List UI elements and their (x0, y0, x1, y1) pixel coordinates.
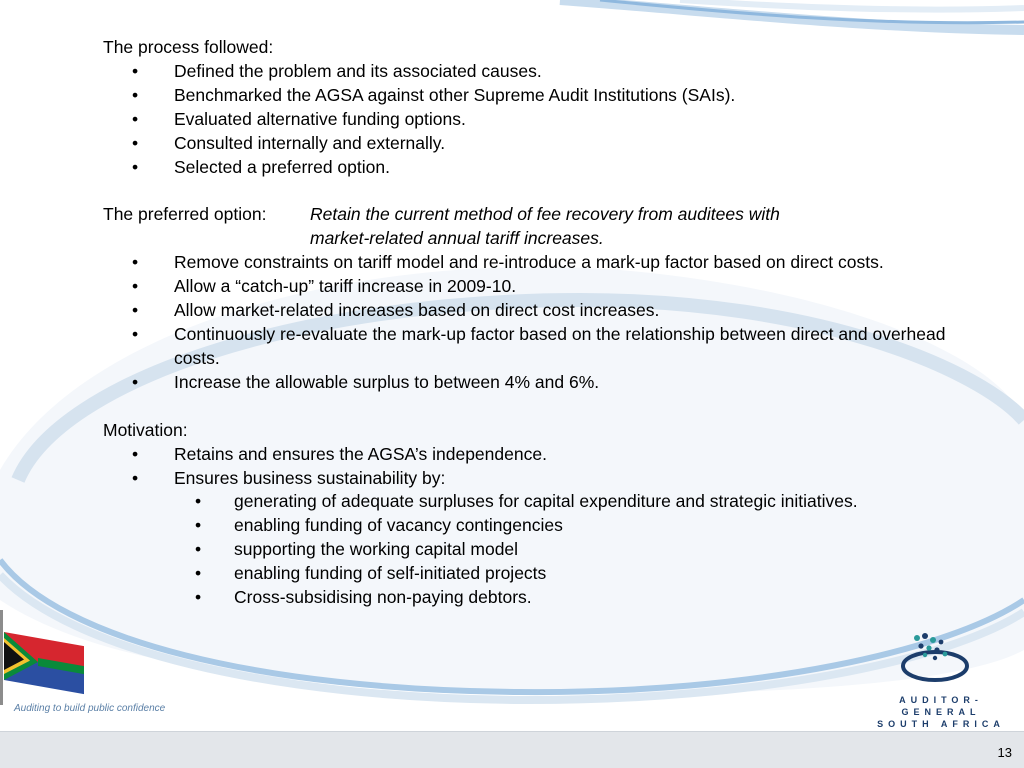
list-item-text: Consulted internally and externally. (174, 132, 446, 153)
bullet-icon: • (195, 491, 202, 512)
bullet-icon: • (132, 371, 139, 392)
list-item-text: Remove constraints on tariff model and re-introduce a mark-up factor based on direct costs. (174, 252, 884, 273)
list-item-text: Allow a “catch-up” tariff increase in 2009-10. (174, 276, 517, 297)
preferred-option-text: Retain the current method of fee recovery from auditees with (310, 204, 780, 225)
bullet-icon: • (132, 156, 139, 177)
sub-list-item-text: Cross-subsidising non-paying debtors. (234, 587, 532, 608)
list-item-text: Ensures business sustainability by: (174, 467, 446, 488)
sub-list-item (103, 562, 983, 586)
list-item (103, 467, 983, 491)
motivation-sublist (103, 490, 983, 610)
sub-list-item (103, 514, 983, 538)
sub-list-item-text: supporting the working capital model (234, 539, 519, 560)
bullet-icon: • (195, 587, 202, 608)
list-item (103, 443, 983, 467)
page-number: 13 (997, 745, 1012, 760)
list-item-text: Retains and ensures the AGSA’s independence. (174, 443, 547, 464)
list-item-text: Increase the allowable surplus to between 4% and 6%. (174, 371, 600, 392)
bullet-icon: • (132, 252, 139, 273)
logo-line-2: SOUTH AFRICA (877, 719, 1005, 729)
preferred-list (103, 251, 983, 394)
list-item (103, 108, 983, 132)
list-item (103, 275, 983, 299)
bullet-icon: • (195, 515, 202, 536)
process-list (103, 60, 983, 180)
bullet-icon: • (132, 323, 139, 344)
list-item (103, 299, 983, 323)
logo-line-1: AUDITOR-GENERAL (899, 695, 983, 717)
list-item (103, 84, 983, 108)
bullet-icon: • (195, 563, 202, 584)
sub-list-item-text: generating of adequate surpluses for capital expenditure and strategic initiatives. (234, 491, 858, 512)
bullet-icon: • (132, 84, 139, 105)
motivation-list (103, 443, 983, 491)
auditor-general-wordmark (866, 694, 1016, 730)
sub-list-item-text: enabling funding of self-initiated projects (234, 563, 547, 584)
slide-content (103, 36, 983, 610)
motivation-heading: Motivation: (103, 419, 188, 440)
list-item (103, 156, 983, 180)
preferred-option-row (103, 203, 983, 227)
list-item-text: Benchmarked the AGSA against other Supreme Audit Institutions (SAIs). (174, 84, 736, 105)
sub-list-item (103, 490, 983, 514)
list-item (103, 251, 983, 275)
list-item-text: Defined the problem and its associated causes. (174, 60, 542, 81)
list-item (103, 132, 983, 156)
bullet-icon: • (132, 132, 139, 153)
list-item (103, 323, 983, 371)
list-item-text: Allow market-related increases based on direct cost increases. (174, 300, 660, 321)
process-heading: The process followed: (103, 37, 274, 57)
list-item (103, 60, 983, 84)
south-africa-flag-icon (0, 610, 95, 705)
auditor-general-logo-icon (895, 628, 975, 684)
bullet-icon: • (132, 108, 139, 129)
sub-list-item-text: enabling funding of vacancy contingencies (234, 515, 563, 536)
footer-bar (0, 731, 1024, 768)
preferred-option-text-continued: market-related annual tariff increases. (310, 228, 604, 249)
bullet-icon: • (195, 539, 202, 560)
sub-list-item (103, 586, 983, 610)
sub-list-item (103, 538, 983, 562)
bullet-icon: • (132, 443, 139, 464)
bullet-icon: • (132, 467, 139, 488)
bullet-icon: • (132, 300, 139, 321)
list-item-text: Selected a preferred option. (174, 156, 390, 177)
list-item-text: Evaluated alternative funding options. (174, 108, 466, 129)
footer-tagline: Auditing to build public confidence (14, 703, 166, 714)
preferred-option-label: The preferred option: (103, 204, 267, 225)
bullet-icon: • (132, 276, 139, 297)
bullet-icon: • (132, 60, 139, 81)
list-item-text: Continuously re-evaluate the mark-up factor based on the relationship between direct and overhead costs. (174, 323, 946, 368)
list-item (103, 371, 983, 395)
